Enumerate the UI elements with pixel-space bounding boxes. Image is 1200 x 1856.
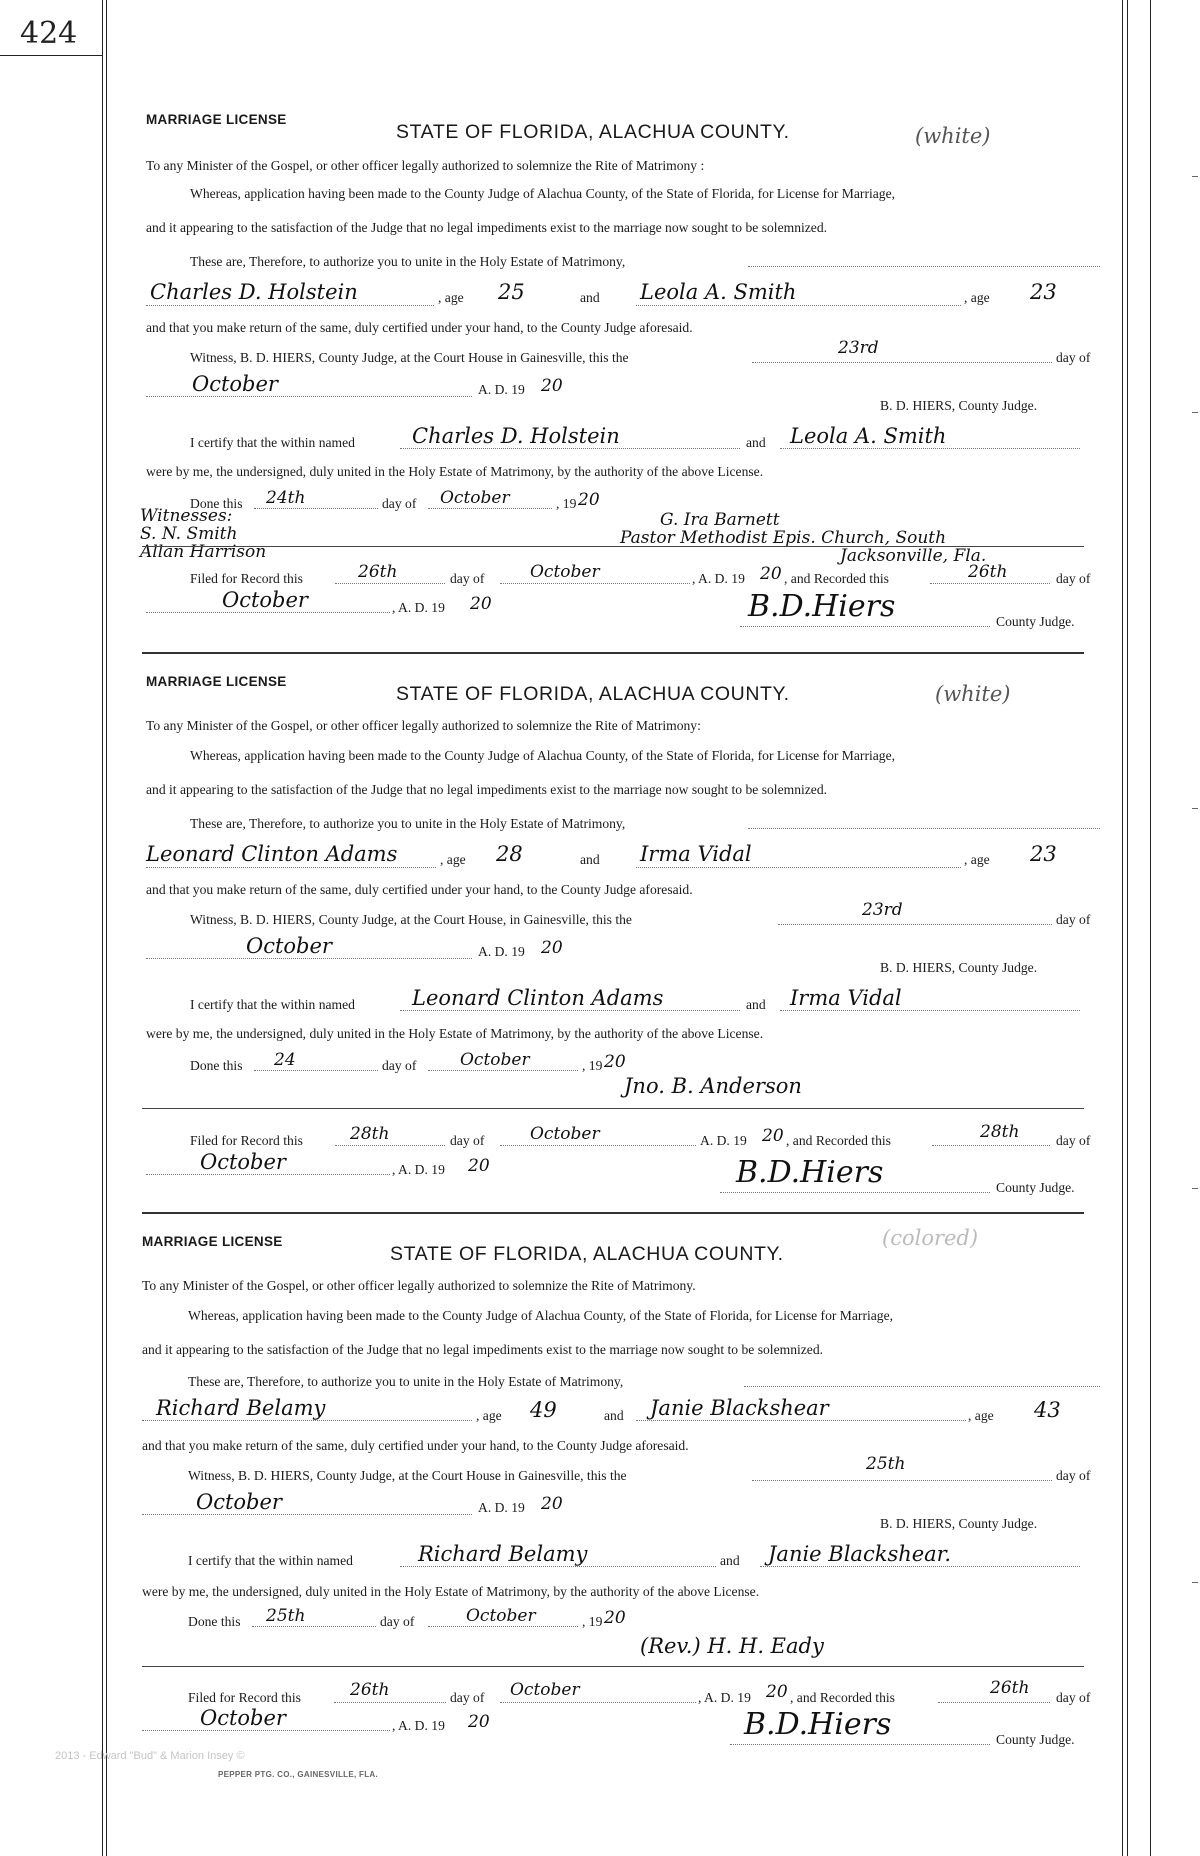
officiant-name: G. Ira Barnett <box>660 510 780 530</box>
filed-ad-label: , A. D. 19 <box>698 1690 751 1705</box>
whereas-line-2: and it appearing to the satisfaction of the Judge that no legal impediments exist to the marriage now sought to be solemnized. <box>146 782 828 797</box>
recorded-day: 26th <box>968 562 1008 582</box>
authorize-dots <box>744 1386 1100 1387</box>
filed-month: October <box>530 562 600 582</box>
filed-month-dots <box>500 583 690 584</box>
judge-signature-dots <box>730 1744 990 1745</box>
recorded-label: , and Recorded this <box>784 571 889 586</box>
bride-age: 43 <box>1034 1398 1061 1422</box>
bride-name: Irma Vidal <box>640 842 752 866</box>
race-note: (colored) <box>882 1226 979 1250</box>
done-day: 24th <box>266 488 306 508</box>
ad-label: A. D. 19 <box>478 382 525 397</box>
age-label: , age <box>476 1408 502 1423</box>
bride-dots <box>636 1420 966 1421</box>
edge-tick <box>1192 176 1198 177</box>
filed-month-dots <box>500 1145 696 1146</box>
groom-name: Richard Belamy <box>156 1396 326 1420</box>
done-month-dots <box>428 1626 578 1627</box>
copyright-watermark: 2013 - Edward "Bud" & Marion Insey © <box>55 1750 245 1762</box>
day-of-label: day of <box>1056 350 1091 365</box>
recorded-ad-label: , A. D. 19 <box>392 600 445 615</box>
license-heading: STATE OF FLORIDA, ALACHUA COUNTY. <box>396 121 790 143</box>
recorded-day: 26th <box>990 1678 1030 1698</box>
edge-tick <box>1192 1582 1198 1583</box>
recorded-year: 20 <box>468 1712 490 1732</box>
authorize-line: These are, Therefore, to authorize you to unite in the Holy Estate of Matrimony, <box>190 254 626 269</box>
recorded-month: October <box>200 1706 286 1730</box>
day-of-label: day of <box>382 1058 417 1073</box>
done-year: 20 <box>604 1608 626 1628</box>
authorize-dots <box>748 266 1100 267</box>
done-label: Done this <box>190 496 243 511</box>
recorded-month: October <box>200 1150 286 1174</box>
authorize-dots <box>748 828 1100 829</box>
certify-line: I certify that the within named <box>190 997 355 1012</box>
filed-day-dots <box>335 583 445 584</box>
bride-age: 23 <box>1030 280 1057 304</box>
done-label: Done this <box>188 1614 241 1629</box>
filed-month: October <box>530 1124 600 1144</box>
recorded-label: , and Recorded this <box>786 1133 891 1148</box>
cert-groom-dots <box>400 1010 740 1011</box>
witness-year: 20 <box>541 1494 563 1514</box>
authorize-line: These are, Therefore, to authorize you to unite in the Holy Estate of Matrimony, <box>188 1374 624 1389</box>
done-day-dots <box>254 508 378 509</box>
margin-line-left <box>102 0 103 1856</box>
cert-groom-name: Leonard Clinton Adams <box>412 986 664 1010</box>
recorded-year: 20 <box>468 1156 490 1176</box>
license-heading: STATE OF FLORIDA, ALACHUA COUNTY. <box>390 1243 784 1265</box>
witness-day-dots <box>778 924 1052 925</box>
groom-name: Charles D. Holstein <box>150 280 358 304</box>
cert-bride-dots <box>780 1010 1080 1011</box>
filed-month: October <box>510 1680 580 1700</box>
age-label: , age <box>968 1408 994 1423</box>
groom-age: 49 <box>530 1398 557 1422</box>
and-label: and <box>720 1553 740 1568</box>
recorded-day-dots <box>938 1702 1050 1703</box>
done-month-dots <box>428 1070 578 1071</box>
day-of-label: day of <box>1056 1133 1091 1148</box>
cert-groom-dots <box>400 448 740 449</box>
day-of-label: day of <box>1056 1468 1091 1483</box>
done-day-dots <box>254 1070 378 1071</box>
judge-title: B. D. HIERS, County Judge. <box>880 960 1038 975</box>
officiant-name: Jno. B. Anderson <box>624 1074 802 1098</box>
return-line: and that you make return of the same, duly certified under your hand, to the County Judge aforesaid. <box>146 320 693 335</box>
edge-tick <box>1192 808 1198 809</box>
bride-dots <box>636 305 961 306</box>
recorded-month-dots <box>146 1174 390 1175</box>
return-line: and that you make return of the same, duly certified under your hand, to the County Judge aforesaid. <box>146 882 693 897</box>
cert-bride-name: Leola A. Smith <box>790 424 947 448</box>
day-of-label: day of <box>380 1614 415 1629</box>
and-label: and <box>746 997 766 1012</box>
cert-bride-name: Irma Vidal <box>790 986 902 1010</box>
page-number-rule <box>0 55 102 56</box>
filed-label: Filed for Record this <box>190 571 303 586</box>
done-day: 24 <box>274 1050 296 1070</box>
cert-bride-dots <box>760 1566 1080 1567</box>
age-label: , age <box>964 852 990 867</box>
recorded-month-dots <box>142 1730 390 1731</box>
recorded-day: 28th <box>980 1122 1020 1142</box>
filed-month-dots <box>500 1702 696 1703</box>
cert-groom-dots <box>400 1566 716 1567</box>
filed-day-dots <box>334 1702 446 1703</box>
signature-rule <box>142 1666 1084 1667</box>
witness-line: Witness, B. D. HIERS, County Judge, at the Court House in Gainesville, this the <box>188 1468 627 1483</box>
certify-line: I certify that the within named <box>190 435 355 450</box>
filed-ad-label: A. D. 19 <box>700 1133 747 1148</box>
recorded-day-dots <box>932 1145 1050 1146</box>
done-label: Done this <box>190 1058 243 1073</box>
day-of-label: day of <box>450 1133 485 1148</box>
margin-line-edge <box>1150 0 1151 1856</box>
witness-month-dots <box>146 396 472 397</box>
day-of-label: day of <box>1056 1690 1091 1705</box>
address-line: To any Minister of the Gospel, or other officer legally authorized to solemnize the Rite of Matrimony : <box>146 158 705 173</box>
whereas-line-1: Whereas, application having been made to the County Judge of Alachua County, of the State of Florida, for License for Marriage, <box>190 748 896 763</box>
recorded-label: , and Recorded this <box>790 1690 895 1705</box>
witness-name-1: S. N. Smith <box>140 524 238 544</box>
age-label: , age <box>438 290 464 305</box>
witness-day-dots <box>752 362 1052 363</box>
age-label: , age <box>964 290 990 305</box>
license-label: MARRIAGE LICENSE <box>146 674 287 689</box>
groom-age: 28 <box>496 842 523 866</box>
done-month-dots <box>428 508 552 509</box>
signature-rule <box>142 546 1084 547</box>
witness-year: 20 <box>541 376 563 396</box>
filed-day-dots <box>335 1145 445 1146</box>
day-of-label: day of <box>450 571 485 586</box>
license-label: MARRIAGE LICENSE <box>146 112 287 127</box>
done-month: October <box>460 1050 530 1070</box>
bride-name: Janie Blackshear <box>650 1396 829 1420</box>
witness-month-dots <box>146 958 472 959</box>
witness-month: October <box>246 934 332 958</box>
recorded-year: 20 <box>470 594 492 614</box>
filed-year: 20 <box>760 564 782 584</box>
done-year: 20 <box>578 490 600 510</box>
witness-day: 25th <box>866 1454 906 1474</box>
printer-imprint: PEPPER PTG. CO., GAINESVILLE, FLA. <box>218 1770 378 1779</box>
whereas-line-2: and it appearing to the satisfaction of the Judge that no legal impediments exist to the marriage now sought to be solemnized. <box>146 220 828 235</box>
recorded-day-dots <box>930 583 1050 584</box>
margin-line-right <box>1122 0 1123 1856</box>
recorded-ad-label: , A. D. 19 <box>392 1162 445 1177</box>
witness-day-dots <box>752 1480 1052 1481</box>
signature-rule <box>142 1108 1084 1109</box>
witnesses-label: Witnesses: <box>140 506 233 526</box>
filed-year: 20 <box>762 1126 784 1146</box>
united-line: were by me, the undersigned, duly united in the Holy Estate of Matrimony, by the authority of the above License. <box>146 464 764 479</box>
filed-label: Filed for Record this <box>190 1133 303 1148</box>
license-label: MARRIAGE LICENSE <box>142 1234 283 1249</box>
cert-bride-dots <box>780 448 1080 449</box>
bride-name: Leola A. Smith <box>640 280 797 304</box>
judge-signature: B.D.Hiers <box>748 589 896 624</box>
done-day-dots <box>252 1626 376 1627</box>
filed-ad-label: , A. D. 19 <box>692 571 745 586</box>
whereas-line-1: Whereas, application having been made to the County Judge of Alachua County, of the State of Florida, for License for Marriage, <box>188 1308 894 1323</box>
judge-signature-dots <box>720 1192 990 1193</box>
judge-signature-dots <box>740 626 990 627</box>
and-label: and <box>604 1408 624 1423</box>
bride-age: 23 <box>1030 842 1057 866</box>
recorded-month: October <box>222 588 308 612</box>
recorded-ad-label: , A. D. 19 <box>392 1718 445 1733</box>
and-label: and <box>580 290 600 305</box>
united-line: were by me, the undersigned, duly united in the Holy Estate of Matrimony, by the authority of the above License. <box>142 1584 760 1599</box>
done-month: October <box>466 1606 536 1626</box>
ad-label: A. D. 19 <box>478 1500 525 1515</box>
ad-label: A. D. 19 <box>478 944 525 959</box>
cert-groom-name: Richard Belamy <box>418 1542 588 1566</box>
and-label: and <box>746 435 766 450</box>
county-judge-label: County Judge. <box>996 1180 1075 1195</box>
officiant-name: (Rev.) H. H. Eady <box>640 1634 824 1658</box>
whereas-line-1: Whereas, application having been made to the County Judge of Alachua County, of the State of Florida, for License for Marriage, <box>190 186 896 201</box>
edge-tick <box>1192 1188 1198 1189</box>
edge-tick <box>1192 412 1198 413</box>
recorded-month-dots <box>146 612 390 613</box>
filed-year: 20 <box>766 1682 788 1702</box>
day-of-label: day of <box>1056 912 1091 927</box>
united-line: were by me, the undersigned, duly united in the Holy Estate of Matrimony, by the authority of the above License. <box>146 1026 764 1041</box>
cert-bride-name: Janie Blackshear. <box>768 1542 952 1566</box>
section-divider <box>142 1212 1084 1214</box>
witness-month-dots <box>142 1514 472 1515</box>
officiant-title: Pastor Methodist Epis. Church, South <box>620 528 947 548</box>
certify-line: I certify that the within named <box>188 1553 353 1568</box>
witness-line: Witness, B. D. HIERS, County Judge, at the Court House, in Gainesville, this the <box>190 912 632 927</box>
judge-signature: B.D.Hiers <box>736 1155 884 1190</box>
groom-age: 25 <box>498 280 525 304</box>
officiant-location: Jacksonville, Fla. <box>840 546 987 566</box>
done-month: October <box>440 488 510 508</box>
done-year-label: , 19 <box>582 1614 603 1629</box>
judge-title: B. D. HIERS, County Judge. <box>880 1516 1038 1531</box>
whereas-line-2: and it appearing to the satisfaction of the Judge that no legal impediments exist to the marriage now sought to be solemnized. <box>142 1342 824 1357</box>
witness-day: 23rd <box>862 900 903 920</box>
and-label: and <box>580 852 600 867</box>
authorize-line: These are, Therefore, to authorize you to unite in the Holy Estate of Matrimony, <box>190 816 626 831</box>
age-label: , age <box>440 852 466 867</box>
license-heading: STATE OF FLORIDA, ALACHUA COUNTY. <box>396 683 790 705</box>
filed-label: Filed for Record this <box>188 1690 301 1705</box>
judge-signature: B.D.Hiers <box>744 1707 892 1742</box>
page-number: 424 <box>20 16 78 51</box>
witness-name-2: Allan Harrison <box>140 542 267 562</box>
county-judge-label: County Judge. <box>996 614 1075 629</box>
filed-day: 26th <box>350 1680 390 1700</box>
margin-line-right-inner <box>1127 0 1128 1856</box>
race-note: (white) <box>935 682 1011 706</box>
witness-year: 20 <box>541 938 563 958</box>
witness-line: Witness, B. D. HIERS, County Judge, at the Court House in Gainesville, this the <box>190 350 629 365</box>
address-line: To any Minister of the Gospel, or other officer legally authorized to solemnize the Rite of Matrimony. <box>142 1278 696 1293</box>
witness-month: October <box>196 1490 282 1514</box>
bride-dots <box>636 867 961 868</box>
groom-dots <box>146 867 436 868</box>
return-line: and that you make return of the same, duly certified under your hand, to the County Judge aforesaid. <box>142 1438 689 1453</box>
witness-month: October <box>192 372 278 396</box>
cert-groom-name: Charles D. Holstein <box>412 424 620 448</box>
filed-day: 26th <box>358 562 398 582</box>
day-of-label: day of <box>450 1690 485 1705</box>
done-year-label: , 19 <box>582 1058 603 1073</box>
witness-day: 23rd <box>838 338 879 358</box>
race-note: (white) <box>915 124 991 148</box>
county-judge-label: County Judge. <box>996 1732 1075 1747</box>
filed-day: 28th <box>350 1124 390 1144</box>
margin-line-left-inner <box>106 0 107 1856</box>
section-divider <box>142 652 1084 654</box>
judge-title: B. D. HIERS, County Judge. <box>880 398 1038 413</box>
done-day: 25th <box>266 1606 306 1626</box>
address-line: To any Minister of the Gospel, or other officer legally authorized to solemnize the Rite of Matrimony: <box>146 718 701 733</box>
groom-dots <box>142 1420 472 1421</box>
done-year: 20 <box>604 1052 626 1072</box>
done-year-label: , 19 <box>556 496 577 511</box>
groom-dots <box>146 305 434 306</box>
groom-name: Leonard Clinton Adams <box>146 842 398 866</box>
day-of-label: day of <box>1056 571 1091 586</box>
day-of-label: day of <box>382 496 417 511</box>
